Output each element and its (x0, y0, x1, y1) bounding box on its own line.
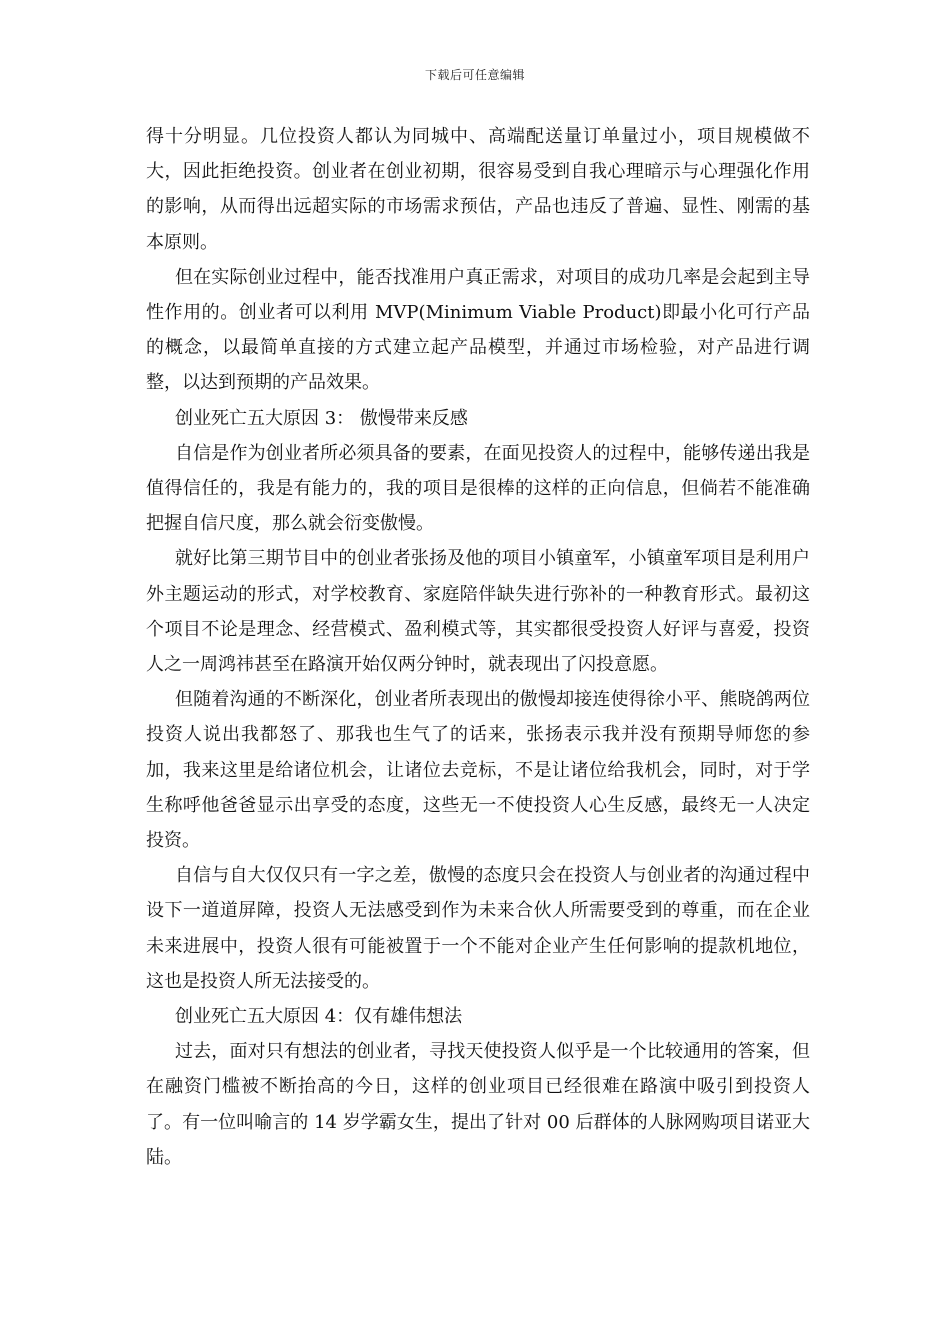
paragraph-2: 但在实际创业过程中，能否找准用户真正需求，对项目的成功几率是会起到主导性作用的。创业者可以利用 MVP(Minimum Viable Product)即最小化可行产品的概念，以最简单直接的方式建立起产品模型，并通过市场检验，对产品进行调整，以达到预期的产品效果。 (146, 266, 810, 394)
page-header-note: 下载后可任意编辑 (424, 68, 525, 82)
section-heading-4: 创业死亡五大原因 4：仅有雄伟想法 (175, 1006, 463, 1028)
paragraph-3: 自信是作为创业者所必须具备的要素，在面见投资人的过程中，能够传递出我是值得信任的，我是有能力的，我的项目是很棒的这样的正向信息，但倘若不能准确把握自信尺度，那么就会衍变傲慢。 (146, 442, 810, 535)
paragraph-1: 得十分明显。几位投资人都认为同城中、高端配送量订单量过小，项目规模做不大，因此拒绝投资。创业者在创业初期，很容易受到自我心理暗示与心理强化作用的影响，从而得出远超实际的市场需求预估，产品也违反了普遍、显性、刚需的基本原则。 (146, 126, 810, 253)
document-body (146, 119, 810, 1175)
paragraph-6: 自信与自大仅仅只有一字之差，傲慢的态度只会在投资人与创业者的沟通过程中设下一道道屏障，投资人无法感受到作为未来合伙人所需要受到的尊重，而在企业未来进展中，投资人很有可能被置于一个不能对企业产生任何影响的提款机地位，这也是投资人所无法接受的。 (146, 865, 810, 992)
paragraph-4: 就好比第三期节目中的创业者张扬及他的项目小镇童军，小镇童军项目是利用户外主题运动的形式，对学校教育、家庭陪伴缺失进行弥补的一种教育形式。最初这个项目不论是理念、经营模式、盈利模式等，其实都很受投资人好评与喜爱，投资人之一周鸿祎甚至在路演开始仅两分钟时，就表现出了闪投意愿。 (146, 548, 810, 676)
section-heading-3: 创业死亡五大原因 3： 傲慢带来反感 (175, 407, 468, 429)
paragraph-7: 过去，面对只有想法的创业者，寻找天使投资人似乎是一个比较通用的答案，但在融资门槛被不断抬高的今日，这样的创业项目已经很难在路演中吸引到投资人了。有一位叫喻言的 14 岁学霸女生，提出了针对 00 后群体的人脉网购项目诺亚大陆。 (146, 1041, 810, 1168)
paragraph-5: 但随着沟通的不断深化，创业者所表现出的傲慢却接连使得徐小平、熊晓鸽两位投资人说出我都怒了、那我也生气了的话来，张扬表示我并没有预期导师您的参加，我来这里是给诸位机会，让诸位去竞标，不是让诸位给我机会，同时，对于学生称呼他爸爸显示出享受的态度，这些无一不使投资人心生反感，最终无一人决定投资。 (146, 689, 810, 852)
